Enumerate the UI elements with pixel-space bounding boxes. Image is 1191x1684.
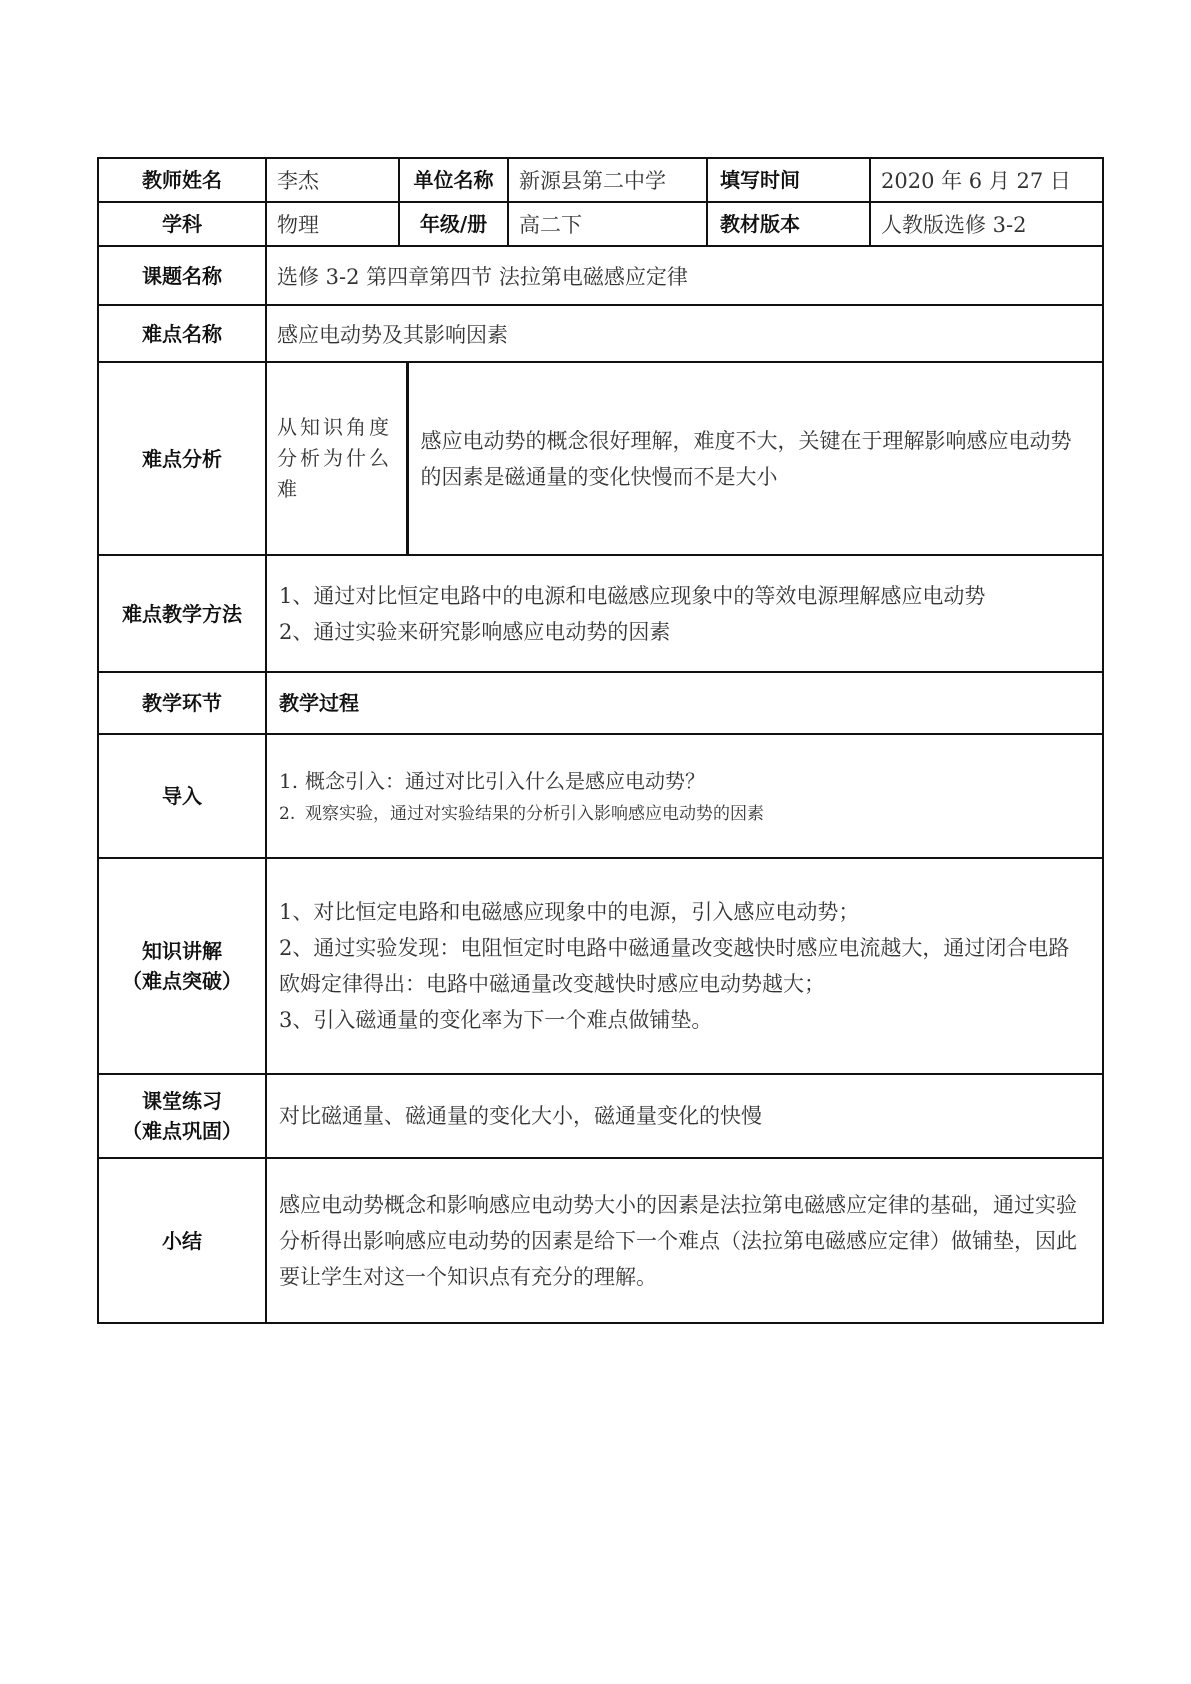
analysis-subtable xyxy=(267,363,1102,554)
topic-label: 课题名称 xyxy=(98,246,266,305)
unit-value: 新源县第二中学 xyxy=(508,158,707,202)
method-row xyxy=(98,555,1103,672)
lesson-plan-table-wrapper xyxy=(97,157,1102,1324)
intro-row xyxy=(98,734,1103,858)
lesson-plan-table xyxy=(97,157,1104,1324)
explain-cell xyxy=(266,858,1103,1074)
textbook-value: 人教版选修 3-2 xyxy=(870,202,1103,246)
summary-value: 感应电动势概念和影响感应电动势大小的因素是法拉第电磁感应定律的基础，通过实验分析得出影响感应电动势的因素是给下一个难点（法拉第电磁感应定律）做铺垫，因此要让学生对这一个知识点有充分的理解。 xyxy=(266,1158,1103,1323)
difficulty-value: 感应电动势及其影响因素 xyxy=(266,305,1103,362)
teacher-label: 教师姓名 xyxy=(98,158,266,202)
info-row-1 xyxy=(98,158,1103,202)
analysis-label: 难点分析 xyxy=(98,362,266,555)
method-cell xyxy=(266,555,1103,672)
date-label: 填写时间 xyxy=(707,158,870,202)
info-row-2 xyxy=(98,202,1103,246)
subject-label: 学科 xyxy=(98,202,266,246)
date-value: 2020 年 6 月 27 日 xyxy=(870,158,1103,202)
analysis-value: 感应电动势的概念很好理解，难度不大，关键在于理解影响感应电动势的因素是磁通量的变化快慢而不是大小 xyxy=(420,428,1072,489)
explain-line-2: 2、通过实验发现：电阻恒定时电路中磁通量改变越快时感应电流越大，通过闭合电路欧姆定律得出：电路中磁通量改变越快时感应电动势越大； xyxy=(279,936,1070,996)
topic-row xyxy=(98,246,1103,305)
practice-sub-label: （难点巩固） xyxy=(122,1119,242,1143)
difficulty-row xyxy=(98,305,1103,362)
intro-item-1-number: 1. xyxy=(279,769,299,793)
explain-line-3: 3、引入磁通量的变化率为下一个难点做铺垫。 xyxy=(279,1008,713,1032)
method-line-2: 2、通过实验来研究影响感应电动势的因素 xyxy=(279,619,671,644)
textbook-label: 教材版本 xyxy=(707,202,870,246)
summary-label: 小结 xyxy=(98,1158,266,1323)
intro-item-2-text: 观察实验，通过对实验结果的分析引入影响感应电动势的因素 xyxy=(305,804,764,824)
explain-label: 知识讲解 xyxy=(142,939,222,963)
unit-label: 单位名称 xyxy=(399,158,508,202)
subject-value: 物理 xyxy=(266,202,399,246)
process-stage-label: 教学环节 xyxy=(98,672,266,734)
intro-item-1 xyxy=(279,763,1090,799)
intro-item-2-number: 2. xyxy=(279,804,296,824)
grade-label: 年级/册 xyxy=(399,202,508,246)
explain-label-cell xyxy=(98,858,266,1074)
intro-label: 导入 xyxy=(98,734,266,858)
summary-row xyxy=(98,1158,1103,1323)
intro-cell xyxy=(266,734,1103,858)
method-line-1: 1、通过对比恒定电路中的电源和电磁感应现象中的等效电源理解感应电动势 xyxy=(279,583,986,608)
difficulty-label: 难点名称 xyxy=(98,305,266,362)
analysis-cell xyxy=(266,362,1103,555)
grade-value: 高二下 xyxy=(508,202,707,246)
intro-item-2 xyxy=(279,799,1090,829)
process-label: 教学过程 xyxy=(266,672,1103,734)
method-label: 难点教学方法 xyxy=(98,555,266,672)
explain-row xyxy=(98,858,1103,1074)
intro-item-1-text: 概念引入：通过对比引入什么是感应电动势？ xyxy=(305,769,705,793)
practice-label-cell xyxy=(98,1074,266,1158)
practice-label: 课堂练习 xyxy=(142,1089,222,1113)
topic-value: 选修 3-2 第四章第四节 法拉第电磁感应定律 xyxy=(266,246,1103,305)
analysis-sub-label: 从知识角度分析为什么难 xyxy=(267,363,407,554)
teacher-value: 李杰 xyxy=(266,158,399,202)
practice-row xyxy=(98,1074,1103,1158)
explain-line-1: 1、对比恒定电路和电磁感应现象中的电源，引入感应电动势； xyxy=(279,900,860,924)
practice-value: 对比磁通量、磁通量的变化大小，磁通量变化的快慢 xyxy=(266,1074,1103,1158)
process-header-row xyxy=(98,672,1103,734)
explain-sub-label: （难点突破） xyxy=(122,969,242,993)
analysis-row xyxy=(98,362,1103,555)
